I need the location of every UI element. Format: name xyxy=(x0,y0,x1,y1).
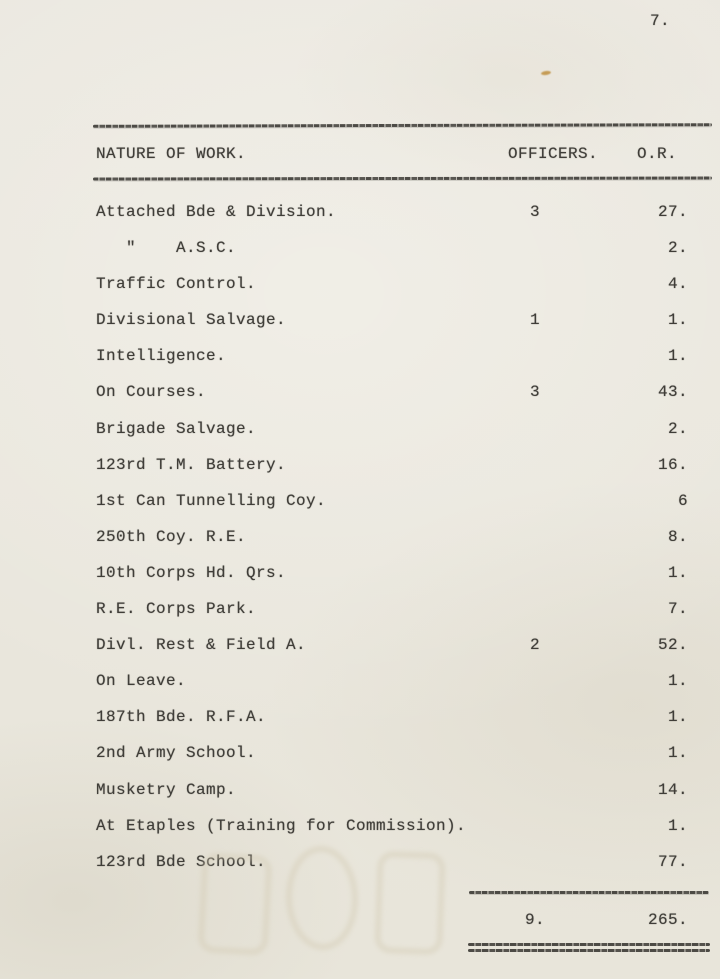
work-cell: At Etaples (Training for Commission). xyxy=(96,816,467,835)
work-cell: Divl. Rest & Field A. xyxy=(96,636,307,655)
table-row xyxy=(0,338,720,374)
work-cell: Intelligence. xyxy=(96,347,227,366)
totals-row xyxy=(0,902,720,938)
work-cell: 123rd Bde School. xyxy=(96,852,267,871)
or-cell: 4. xyxy=(667,275,688,294)
table-row xyxy=(0,663,720,699)
table-row xyxy=(0,230,720,266)
rule-line xyxy=(468,949,710,952)
totals-officers: 9. xyxy=(524,911,545,929)
or-cell: 7. xyxy=(667,600,688,619)
or-cell: 52. xyxy=(657,636,688,655)
work-cell: 250th Coy. R.E. xyxy=(96,527,247,546)
work-cell: On Courses. xyxy=(96,383,207,402)
officers-cell: 3 xyxy=(529,383,540,402)
work-cell: 10th Corps Hd. Qrs. xyxy=(96,563,287,582)
table-header-row xyxy=(0,140,720,168)
or-cell: 1. xyxy=(667,563,688,582)
or-cell: 1. xyxy=(667,744,688,763)
table-row xyxy=(0,772,720,808)
table-row xyxy=(0,627,720,663)
table-row xyxy=(0,483,720,519)
table-row xyxy=(0,302,720,338)
or-cell: 27. xyxy=(657,203,688,221)
work-cell: 2nd Army School. xyxy=(96,744,257,763)
totals-top-rule xyxy=(469,891,709,894)
rule-line xyxy=(468,943,710,946)
table-row xyxy=(0,447,720,483)
work-cell: Attached Bde & Division. xyxy=(96,203,337,221)
officers-cell: 3 xyxy=(529,203,540,221)
work-cell: On Leave. xyxy=(96,672,187,691)
table-header-rule xyxy=(93,176,712,180)
or-cell: 16. xyxy=(657,455,688,474)
table-row xyxy=(0,266,720,302)
or-cell: 8. xyxy=(667,527,688,546)
table-row xyxy=(0,735,720,771)
or-cell: 43. xyxy=(657,383,688,402)
table-top-rule xyxy=(93,123,712,128)
or-cell: 1. xyxy=(667,816,688,835)
work-cell: Brigade Salvage. xyxy=(96,419,257,438)
work-cell: Divisional Salvage. xyxy=(96,311,287,330)
totals-or: 265. xyxy=(647,911,688,929)
work-cell: R.E. Corps Park. xyxy=(96,600,257,619)
header-officers: OFFICERS. xyxy=(508,145,599,163)
or-cell: 77. xyxy=(657,852,688,871)
table-row xyxy=(0,194,720,230)
table-row xyxy=(0,374,720,410)
table-row xyxy=(0,591,720,627)
work-cell: " A.S.C. xyxy=(96,239,237,258)
work-cell: 187th Bde. R.F.A. xyxy=(96,708,267,727)
table-body xyxy=(0,194,720,880)
or-cell: 1. xyxy=(667,311,688,330)
or-cell: 1. xyxy=(667,708,688,727)
table-row xyxy=(0,699,720,735)
work-cell: Traffic Control. xyxy=(96,275,257,294)
officers-cell: 1 xyxy=(529,311,540,330)
table-row xyxy=(0,519,720,555)
table-row xyxy=(0,411,720,447)
or-cell: 1. xyxy=(667,672,688,691)
table-row xyxy=(0,555,720,591)
or-cell: 14. xyxy=(657,780,688,799)
header-or: O.R. xyxy=(637,145,678,163)
rust-speck xyxy=(541,70,551,75)
work-cell: Musketry Camp. xyxy=(96,780,237,799)
page-number: 7. xyxy=(650,12,671,30)
totals-bottom-rule xyxy=(468,943,710,955)
work-cell: 123rd T.M. Battery. xyxy=(96,455,287,474)
header-nature-of-work: NATURE OF WORK. xyxy=(96,145,247,163)
or-cell: 2. xyxy=(667,419,688,438)
officers-cell: 2 xyxy=(529,636,540,655)
or-cell: 1. xyxy=(667,347,688,366)
or-cell: 2. xyxy=(667,239,688,258)
work-cell: 1st Can Tunnelling Coy. xyxy=(96,491,327,510)
or-cell: 6 xyxy=(677,491,688,510)
table-row xyxy=(0,808,720,844)
